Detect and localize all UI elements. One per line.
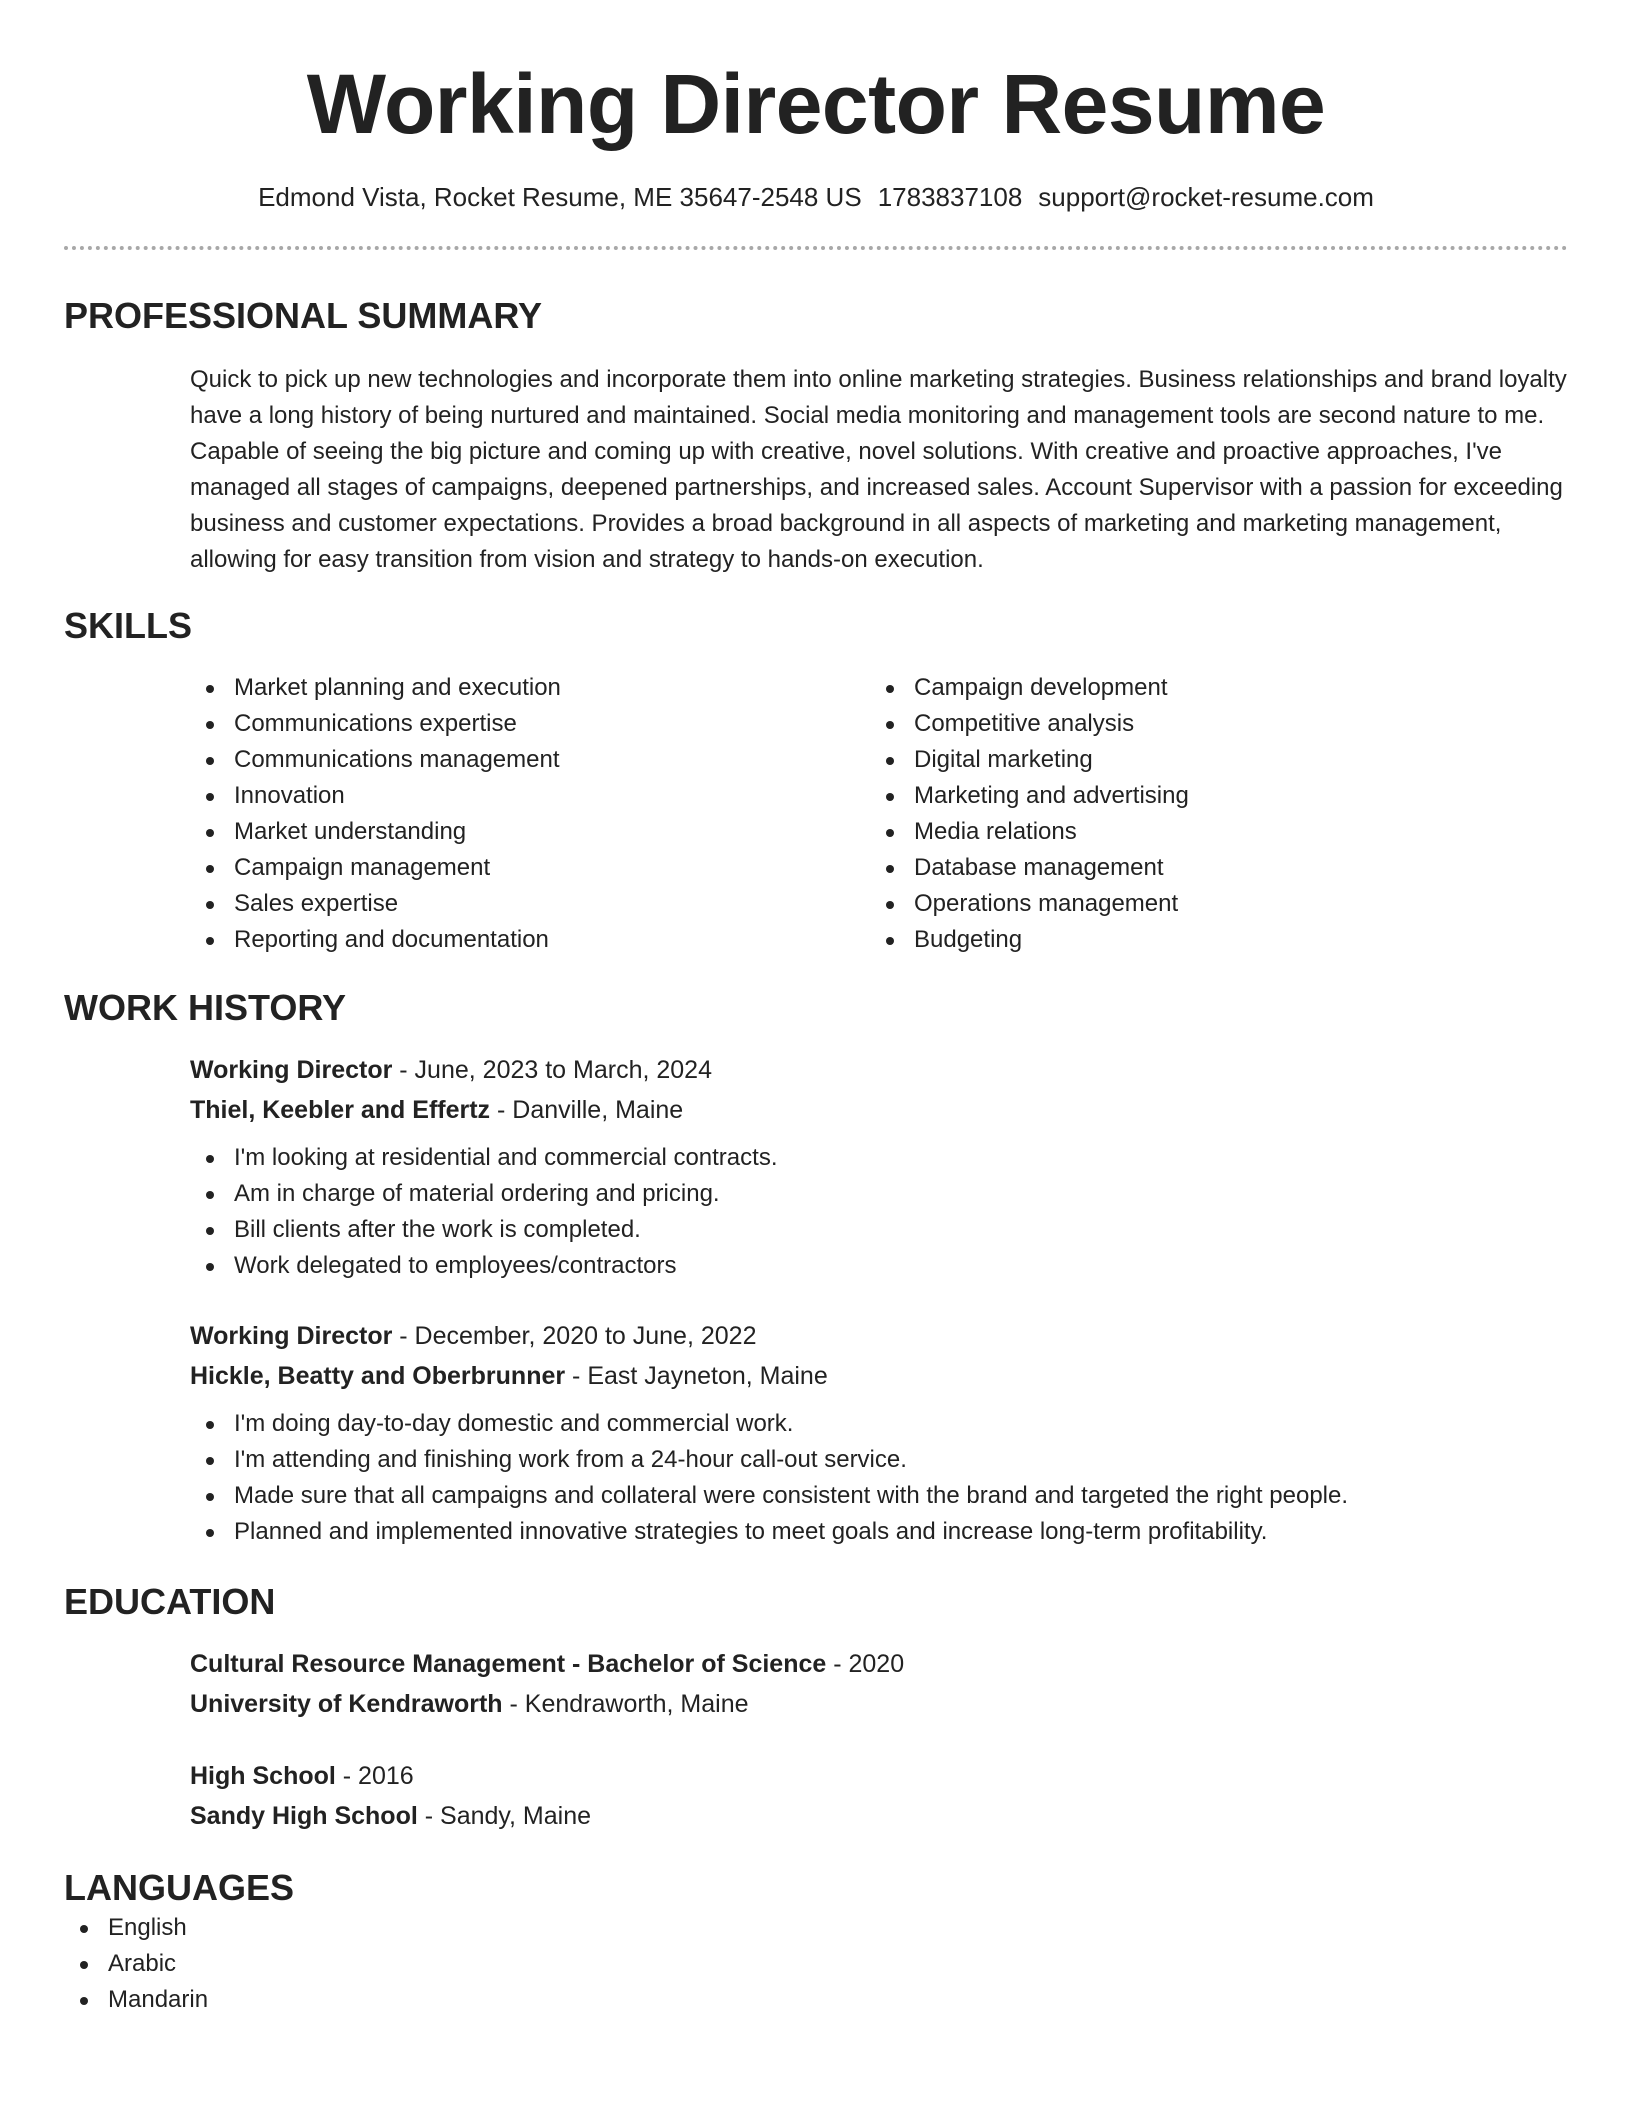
job-company: Thiel, Keebler and Effertz [190,1096,491,1124]
job-duty-item: Am in charge of material ordering and pricing. [190,1176,1568,1212]
skill-item: Marketing and advertising [870,778,1550,814]
skill-item: Communications expertise [190,706,870,742]
skills-column-left [190,670,870,958]
languages-list [64,1910,1568,2018]
job-company: Hickle, Beatty and Oberbrunner [190,1362,566,1390]
education-year: - 2016 [335,1762,414,1790]
job-duty-item: Work delegated to employees/contractors [190,1248,1568,1284]
job-location: - East Jayneton, Maine [565,1362,828,1390]
language-item: Arabic [64,1946,1568,1982]
job-entry [190,1050,1568,1284]
section-title-languages: LANGUAGES [64,1867,295,1908]
education-school-line [190,1796,1568,1836]
job-role-line [190,1050,1568,1090]
section-title-work-history: WORK HISTORY [64,987,347,1028]
skill-item: Innovation [190,778,870,814]
job-dates: - December, 2020 to June, 2022 [392,1322,757,1350]
header-divider [64,246,1568,250]
section-title-summary: PROFESSIONAL SUMMARY [64,295,543,336]
skill-item: Sales expertise [190,886,870,922]
job-company-line [190,1356,1568,1396]
skill-item: Campaign development [870,670,1550,706]
skill-item: Digital marketing [870,742,1550,778]
job-duty-item: I'm attending and finishing work from a 24-hour call-out service. [190,1442,1568,1478]
job-duty-item: Bill clients after the work is completed. [190,1212,1568,1248]
education-location: - Kendraworth, Maine [502,1690,749,1718]
job-duties [190,1406,1568,1550]
contact-email[interactable]: support@rocket-resume.com [1038,182,1374,212]
education-degree-line [190,1756,1568,1796]
contact-address: Edmond Vista, Rocket Resume, ME 35647-2548 US [258,182,862,212]
job-location: - Danville, Maine [490,1096,684,1124]
skill-item: Communications management [190,742,870,778]
education-school-line [190,1684,1568,1724]
job-role: Working Director [190,1056,393,1084]
education-degree-line [190,1644,1568,1684]
section-title-skills: SKILLS [64,605,193,646]
skill-item: Reporting and documentation [190,922,870,958]
job-duty-item: I'm doing day-to-day domestic and commercial work. [190,1406,1568,1442]
language-item: Mandarin [64,1982,1568,2018]
summary-text: Quick to pick up new technologies and incorporate them into online marketing strategies. Business relationships and brand loyalty have a long history of being nurtured and maintained. Social media monitoring and management tools are second nature to me. Capable of seeing the big picture and coming up with creative, novel solutions. With creative and proactive approaches, I've managed all stages of campaigns, deepened partnerships, and increased sales. Account Supervisor with a passion for exceeding business and customer expectations. Provides a broad background in all aspects of marketing and marketing management, allowing for easy transition from vision and strategy to hands-on execution. [190,366,1567,573]
skill-item: Competitive analysis [870,706,1550,742]
skill-item: Market understanding [190,814,870,850]
education-entry [190,1644,1568,1724]
contact-phone: 1783837108 [877,182,1023,212]
education-year: - 2020 [826,1650,905,1678]
education-school: Sandy High School [190,1802,418,1830]
education-school: University of Kendraworth [190,1690,503,1718]
education-location: - Sandy, Maine [417,1802,592,1830]
job-duty-item: Made sure that all campaigns and collateral were consistent with the brand and targeted the right people. [190,1478,1568,1514]
skill-item: Market planning and execution [190,670,870,706]
education-degree: High School [190,1762,336,1790]
skill-item: Budgeting [870,922,1550,958]
section-title-education: EDUCATION [64,1581,276,1622]
job-role: Working Director [190,1322,393,1350]
skills-column-right [870,670,1550,958]
resume-title: Working Director Resume [306,57,1326,151]
contact-line [64,180,1568,214]
skill-item: Media relations [870,814,1550,850]
job-company-line [190,1090,1568,1130]
job-duty-item: Planned and implemented innovative strategies to meet goals and increase long-term profitability. [190,1514,1568,1550]
skill-item: Database management [870,850,1550,886]
job-duties [190,1140,1568,1284]
education-entry [190,1756,1568,1836]
job-entry [190,1316,1568,1550]
job-role-line [190,1316,1568,1356]
job-dates: - June, 2023 to March, 2024 [392,1056,712,1084]
skill-item: Campaign management [190,850,870,886]
skills-list [190,670,1568,958]
education-degree: Cultural Resource Management - Bachelor of Science [190,1650,827,1678]
skill-item: Operations management [870,886,1550,922]
language-item: English [64,1910,1568,1946]
job-duty-item: I'm looking at residential and commercial contracts. [190,1140,1568,1176]
